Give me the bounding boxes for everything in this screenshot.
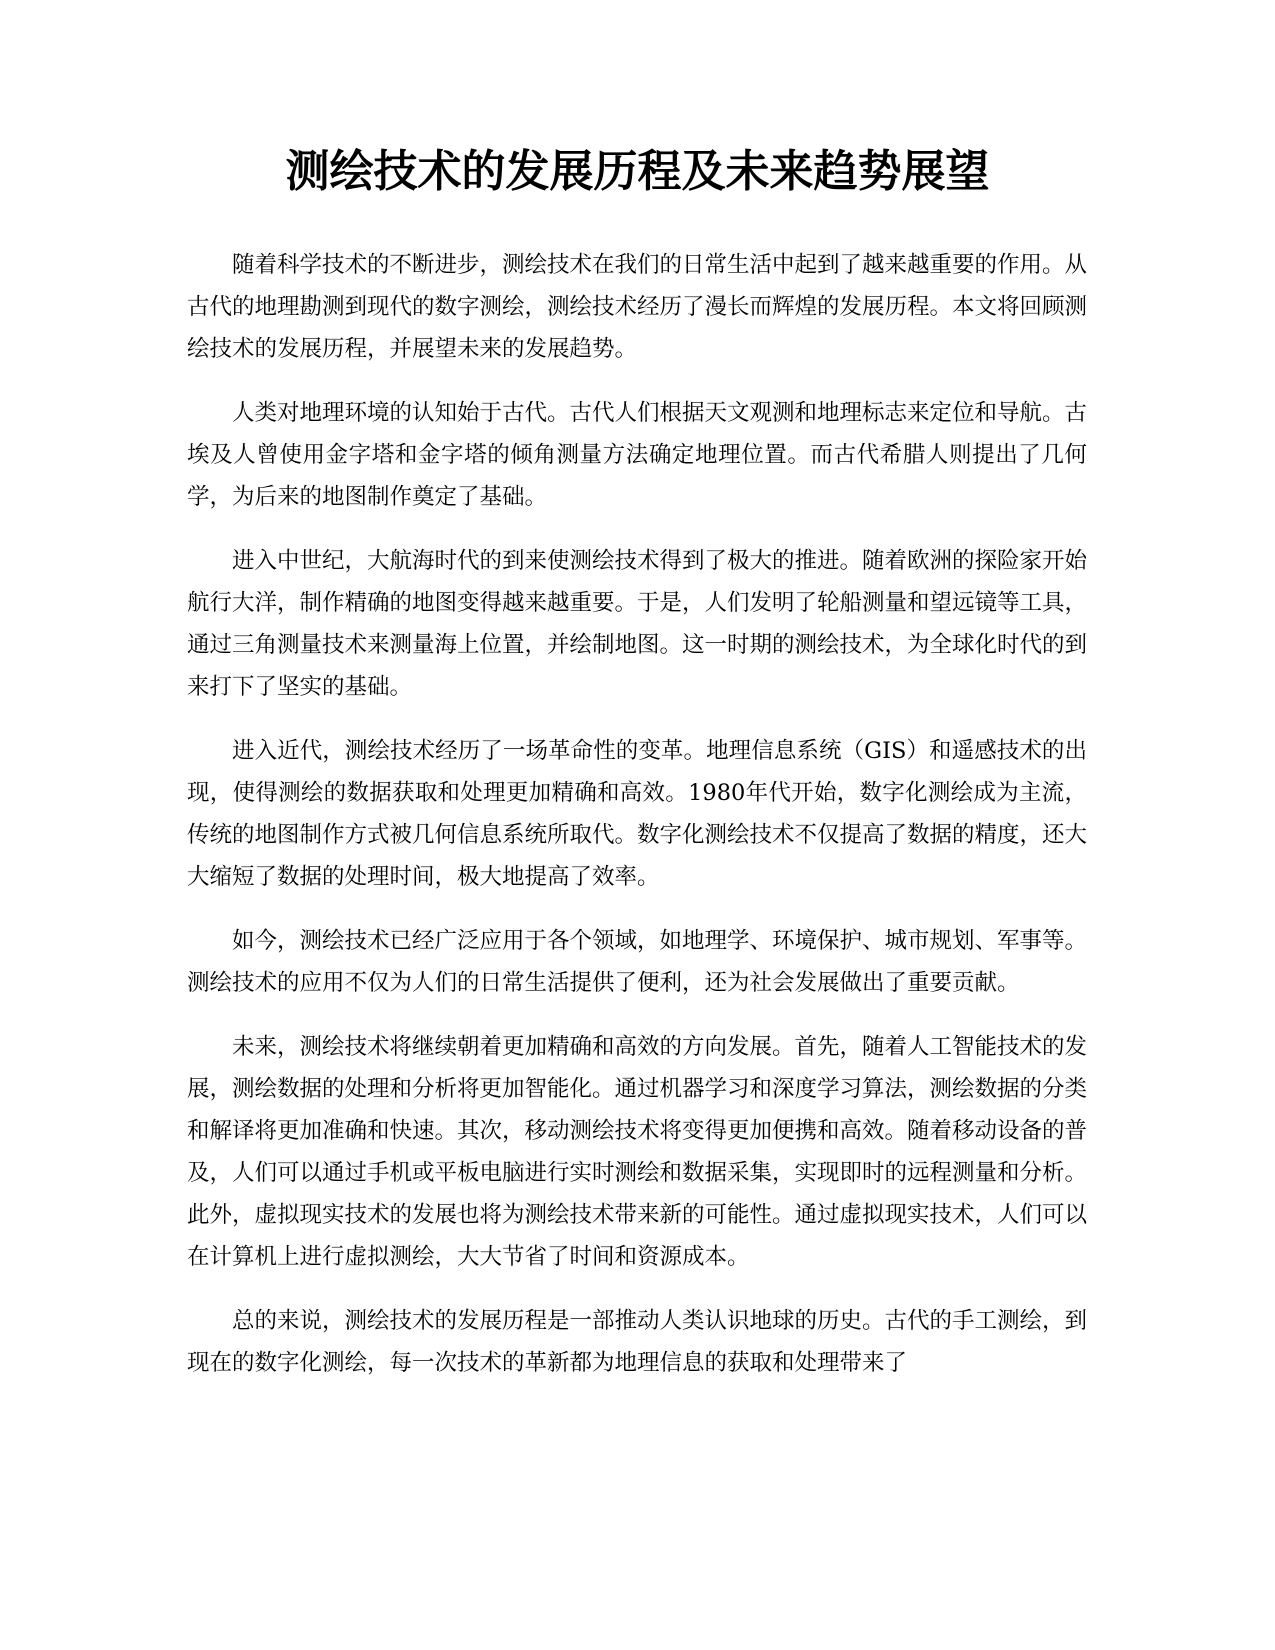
document-body [187,244,1087,1406]
paragraph-introduction: 随着科学技术的不断进步，测绘技术在我们的日常生活中起到了越来越重要的作用。从古代的地理勘测到现代的数字测绘，测绘技术经历了漫长而辉煌的发展历程。本文将回顾测绘技术的发展历程，并展望未来的发展趋势。 [187,252,1088,362]
paragraph-present: 如今，测绘技术已经广泛应用于各个领域，如地理学、环境保护、城市规划、军事等。测绘技术的应用不仅为人们的日常生活提供了便利，还为社会发展做出了重要贡献。 [187,928,1088,996]
document-title: 测绘技术的发展历程及未来趋势展望 [285,146,990,197]
paragraph-ancient: 人类对地理环境的认知始于古代。古代人们根据天文观测和地理标志来定位和导航。古埃及人曾使用金字塔和金字塔的倾角测量方法确定地理位置。而古代希腊人则提出了几何学，为后来的地图制作奠定了基础。 [187,400,1088,510]
paragraph-future: 未来，测绘技术将继续朝着更加精确和高效的方向发展。首先，随着人工智能技术的发展，测绘数据的处理和分析将更加智能化。通过机器学习和深度学习算法，测绘数据的分类和解译将更加准确和快速。其次，移动测绘技术将变得更加便携和高效。随着移动设备的普及，人们可以通过手机或平板电脑进行实时测绘和数据采集，实现即时的远程测量和分析。此外，虚拟现实技术的发展也将为测绘技术带来新的可能性。通过虚拟现实技术，人们可以在计算机上进行虚拟测绘，大大节省了时间和资源成本。 [187,1034,1088,1270]
paragraph-conclusion: 总的来说，测绘技术的发展历程是一部推动人类认识地球的历史。古代的手工测绘，到现在的数字化测绘，每一次技术的革新都为地理信息的获取和处理带来了 [187,1308,1088,1376]
paragraph-modern: 进入近代，测绘技术经历了一场革命性的变革。地理信息系统（GIS）和遥感技术的出现，使得测绘的数据获取和处理更加精确和高效。1980年代开始，数字化测绘成为主流，传统的地图制作方式被几何信息系统所取代。数字化测绘技术不仅提高了数据的精度，还大大缩短了数据的处理时间，极大地提高了效率。 [187,738,1088,890]
paragraph-medieval: 进入中世纪，大航海时代的到来使测绘技术得到了极大的推进。随着欧洲的探险家开始航行大洋，制作精确的地图变得越来越重要。于是，人们发明了轮船测量和望远镜等工具，通过三角测量技术来测量海上位置，并绘制地图。这一时期的测绘技术，为全球化时代的到来打下了坚实的基础。 [187,548,1088,700]
